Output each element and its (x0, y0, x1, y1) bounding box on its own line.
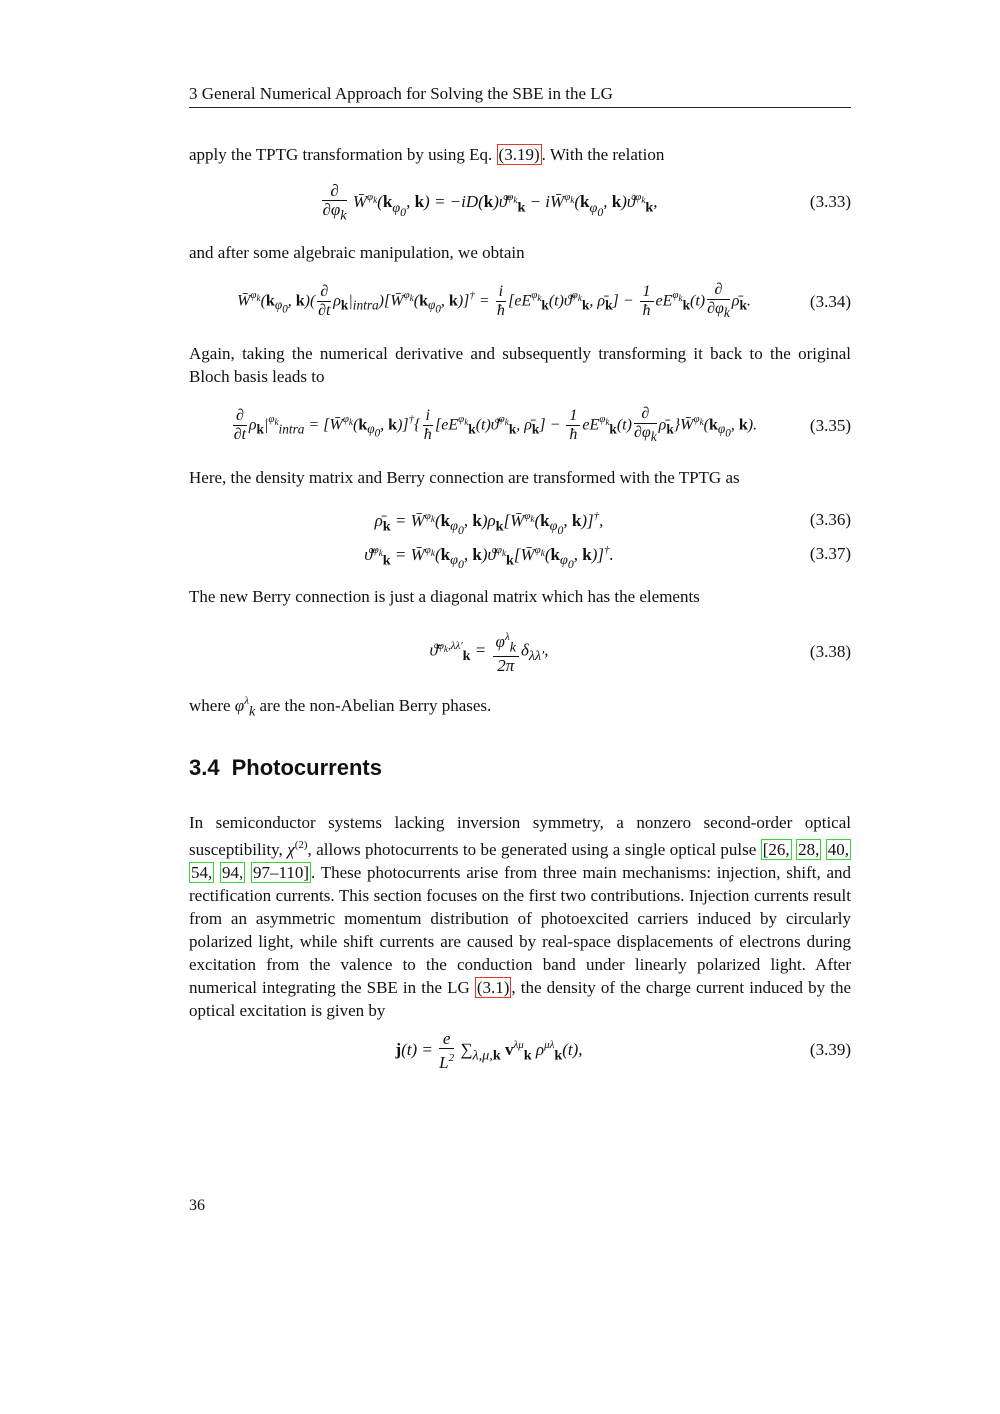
equation-number: (3.34) (809, 292, 851, 311)
equation-body: $\rhō_k$ = $W̄^{\varphi_k}(k_{\varphi_0}$, $k)\rho_k[W̄^{\varphi_k}(k_{\varphi_0}$, k)]†, (374, 510, 604, 538)
citation-40[interactable]: 40, (827, 840, 849, 859)
paragraph-2: and after some algebraic manipulation, we obtain (189, 243, 525, 262)
citation-97-110[interactable]: 97–110] (253, 863, 310, 882)
section-title: Photocurrents (231, 755, 382, 780)
citation-28[interactable]: 28, (798, 840, 820, 859)
equation-3-35 (189, 405, 851, 445)
equation-number: (3.37) (809, 544, 851, 563)
equation-3-34 (189, 281, 851, 321)
equation-3-39 (189, 1030, 851, 1070)
equation-body: $\frac{\partial}{\partial\varphi_k}$ $W̄^{\varphi_k}(k_{\varphi_0}$, k) = −iD(k)ϑ̄$^{\varphi_k}_k$ − $iW̄^{\varphi_k}(k_{\varphi_0}$, $k)ϑ^{\varphi_k}_k$, (322, 181, 658, 224)
paragraph-6: where $\varphi^\lambda_k$ are the non-Abelian Berry phases. (189, 695, 492, 720)
equation-number: (3.36) (809, 510, 851, 529)
equation-body: $W̄^{\varphi_k}(k_{\varphi_0}$, k)( $\frac{\partial}{\partial t}$ $\rho_k|_{intra})[W̄^{\varphi_k}(k_{\varphi_0}$, k)]† = $\frac{i}{ħ}$ [$eE^{\varphi_k}_k(t)ϑ̄^{\varphi_k}_k$, $\rhō_k$] − $\frac{1}{ħ}$ $eE^{\varphi_k}_k(t)$ $\frac{\partial}{\partial\varphi_k}$ $\rhō_k$. (237, 281, 751, 321)
citation-54[interactable]: 54, (191, 863, 213, 882)
equation-ref-3-19[interactable]: (3.19) (498, 145, 540, 164)
page-number: 36 (189, 1197, 205, 1214)
equation-body: j(t) = $\frac{e}{L^2}$ $\sum_{\lambda,\mu,k}$ $v^{\lambda\mu}_k$ $\rho^{\mu\lambda}_k(t)$, (395, 1029, 583, 1072)
equation-3-36 (189, 510, 851, 536)
equation-body: ϑ̄$^{\varphi_k,\lambda\lambda'}_k$ = $\frac{\varphi^\lambda_k}{2\pi}$ $\delta_{\lambda\lambda'}$, (189, 628, 789, 675)
citation-94[interactable]: 94, (222, 863, 244, 882)
paragraph-4: Here, the density matrix and Berry connection are transformed with the TPTG as (189, 468, 740, 487)
equation-3-38 (189, 628, 851, 676)
equation-body: $\frac{\partial}{\partial t}$ $\rho_k|^{\varphi_k}_{intra}$ = [$W̄^{\varphi_k}(k_{\varphi_0}$, k)]†{ $\frac{i}{ħ}$ [$eE^{\varphi_k}_k(t)ϑ̄^{\varphi_k}_k$, $\rhō_k$] − $\frac{1}{ħ}$ $eE^{\varphi_k}_k(t)$ $\frac{\partial}{\partial\varphi_k}$ $\rhō_k\}W̄^{\varphi_k}(k_{\varphi_0}$, k). (233, 405, 758, 445)
equation-body: ϑ̄$^{\varphi_k}_k$ = $W̄^{\varphi_k}(k_{\varphi_0}$, $k)ϑ^{\varphi_k}_k[W̄^{\varphi_k}(k_{\varphi_0}$, k)]†. (364, 544, 614, 572)
paragraph-1: apply the TPTG transformation by using Eq. (3.19) . With the relation (189, 145, 665, 164)
paragraph-3: Again, taking the numerical derivative and subsequently transforming it back to the original Bloch basis leads to (189, 344, 851, 386)
running-header: 3 General Numerical Approach for Solving the SBE in the LG (189, 84, 851, 108)
equation-3-37 (189, 544, 851, 570)
equation-number: (3.38) (809, 642, 851, 661)
equation-number: (3.33) (809, 192, 851, 211)
equation-number: (3.35) (809, 416, 851, 435)
equation-number: (3.39) (809, 1040, 851, 1059)
section-number: 3.4 (189, 755, 220, 780)
equation-ref-3-1[interactable]: (3.1) (476, 978, 510, 997)
equation-3-33 (189, 182, 851, 222)
paragraph-7: In semiconductor systems lacking inversion symmetry, a nonzero second-order optical susceptibility, $\chi^{(2)}$, allows photocurrents to be generated using a single optical pulse [26, 28, 40, 54, 94, 97–110] . These photocurrents arise from three main mechanisms: injection, shift, and rectification currents. This section focuses on the first two contributions. Injection currents result from an asymmetric momentum distribution of photoexcited carriers induced by circularly polarized light, while shift currents are caused by real-space displacements of electrons during excitation from the valence to the conduction band under linearly polarized light. After numerical integrating the SBE in the LG (3.1) , the density of the charge current induced by the optical excitation is given by (189, 813, 852, 1020)
paragraph-5: The new Berry connection is just a diagonal matrix which has the elements (189, 587, 700, 606)
citation-26[interactable]: [26, (762, 840, 790, 859)
section-heading (189, 755, 382, 781)
